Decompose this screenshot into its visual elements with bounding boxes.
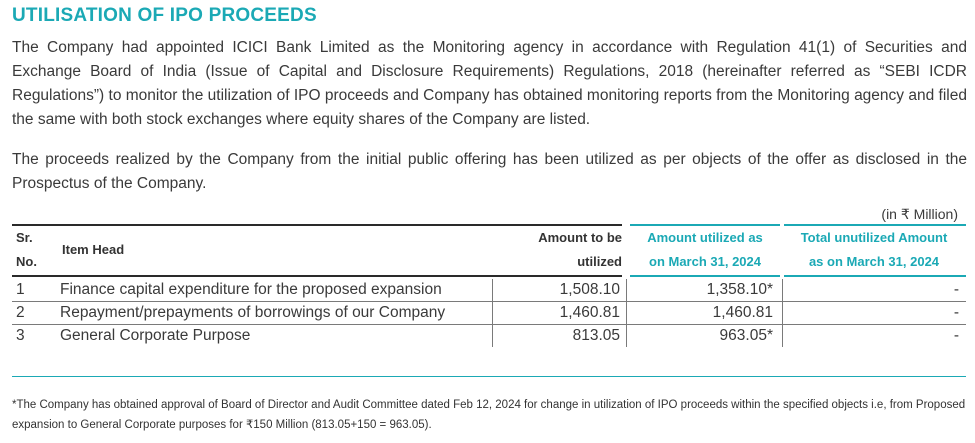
cell-amount: 1,460.81 (559, 304, 620, 321)
cell-item-head: Finance capital expenditure for the proposed expansion (60, 281, 442, 298)
cell-unutilized: - (953, 327, 959, 344)
table-header (12, 226, 966, 276)
header-bottom-rule-teal (630, 275, 780, 277)
header-bottom-rule-teal (784, 275, 966, 277)
header-sr-no: Sr. No. (16, 230, 37, 269)
table-row (12, 325, 966, 347)
unit-note: (in ₹ Million) (881, 206, 958, 222)
header-bottom-rule (12, 275, 622, 277)
header-amount-utilized: Amount utilized as on March 31, 2024 (647, 230, 763, 269)
ipo-utilisation-table (12, 226, 966, 344)
cell-unutilized: - (953, 304, 959, 321)
cell-amount: 813.05 (572, 327, 620, 344)
proceeds-paragraph: The proceeds realized by the Company from the initial public offering has been utilized as per objects of the offer as disclosed in the Prospectus of the Company. (12, 151, 967, 192)
cell-sr-no: 2 (16, 304, 25, 321)
column-divider (626, 279, 627, 301)
cell-utilized: 1,358.10* (706, 281, 773, 298)
cell-unutilized: - (953, 281, 959, 298)
header-amount-to-be-utilized: Amount to be utilized (538, 230, 622, 269)
cell-sr-no: 3 (16, 327, 25, 344)
column-divider (782, 279, 783, 301)
table-body (12, 279, 966, 347)
column-divider (782, 325, 783, 347)
header-item-head: Item Head (62, 242, 125, 257)
cell-item-head: General Corporate Purpose (60, 327, 251, 344)
footnote-divider (12, 376, 966, 377)
intro-paragraph: The Company had appointed ICICI Bank Limited as the Monitoring agency in accordance with Regulation 41(1) of Securities and Exchange Board of India (Issue of Capital and Disclosure Requirements) Regulations, 2018 (hereinafter referred as “SEBI ICDR Regulations”) to monitor the utilization of IPO proceeds and Company has obtained monitoring reports from the Monitoring agency and filed the same with both stock exchanges where equity shares of the Company are listed. (12, 39, 967, 128)
column-divider (782, 302, 783, 324)
column-divider (626, 325, 627, 347)
section-title: UTILISATION OF IPO PROCEEDS (12, 5, 317, 26)
table-row (12, 279, 966, 302)
cell-sr-no: 1 (16, 281, 25, 298)
cell-amount: 1,508.10 (559, 281, 620, 298)
header-total-unutilized: Total unutilized Amount as on March 31, 2024 (800, 230, 948, 269)
table-row (12, 302, 966, 325)
cell-utilized: 963.05* (719, 327, 773, 344)
cell-item-head: Repayment/prepayments of borrowings of our Company (60, 304, 446, 321)
column-divider (626, 302, 627, 324)
footnote: *The Company has obtained approval of Board of Director and Audit Committee dated Feb 12, 2024 for change in utilization of IPO proceeds within the specified objects i.e, from Proposed expansion to General Corporate purposes for ₹150 Million (813.05+150 = 963.05). (12, 399, 966, 431)
cell-utilized: 1,460.81 (712, 304, 773, 321)
